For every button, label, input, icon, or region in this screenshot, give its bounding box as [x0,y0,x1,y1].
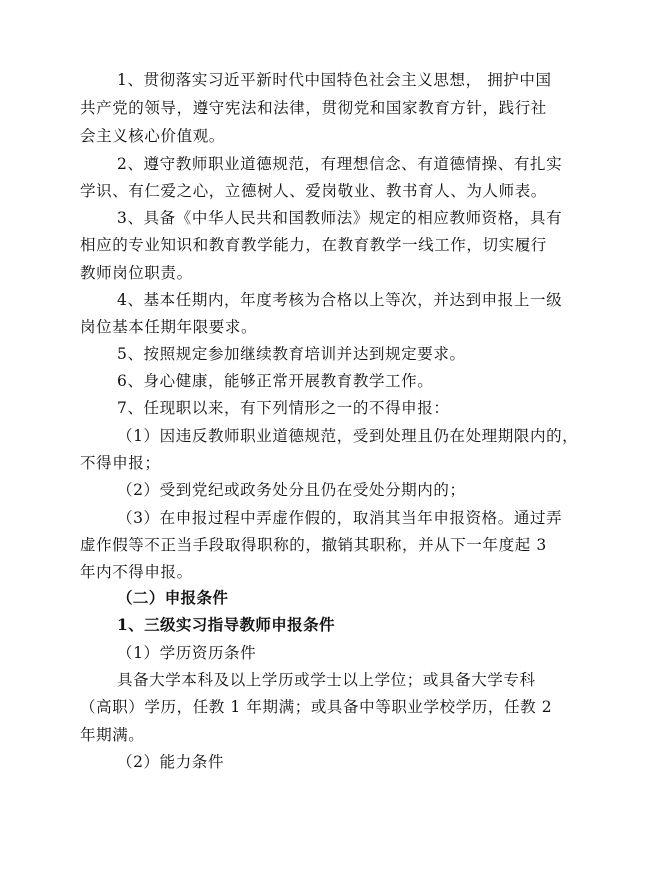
text-line: （1）因违反教师职业道德规范，受到处理且仍在处理期限内的， [117,427,579,445]
text-line: （1）学历资历条件 [117,644,257,662]
text-line: （3）在申报过程中弄虚作假的，取消其当年申报资格。通过弄 [117,509,563,527]
text-line: 教师岗位职责。 [80,264,193,282]
subsection-heading: 1、三级实习指导教师申报条件 [117,615,335,634]
section-heading: （二）申报条件 [117,588,229,607]
text-line: 不得申报； [80,454,161,472]
text-line: 1、贯彻落实习近平新时代中国特色社会主义思想， 拥护中国 [117,71,552,89]
text-line: 学识、有仁爱之心，立德树人、爱岗敬业、教书育人、为人师表。 [80,182,547,200]
text-line: （2）能力条件 [117,753,225,771]
text-line: 岗位基本任期年限要求。 [80,318,258,336]
text-line: （高职）学历，任教 1 年期满；或具备中等职业学校学历，任教 2 [80,698,553,716]
text-line: 2、遵守教师职业道德规范，有理想信念、有道德情操、有扎实 [117,155,563,173]
text-line: 5、按照规定参加继续教育培训并达到规定要求。 [117,345,466,363]
text-line: 3、具备《中华人民共和国教师法》规定的相应教师资格，具有 [117,209,563,227]
text-line: 相应的专业知识和教育教学能力，在教育教学一线工作，切实履行 [80,236,547,254]
text-line: 4、基本任期内，年度考核为合格以上等次，并达到申报上一级 [117,291,563,309]
text-line: （2）受到党纪或政务处分且仍在受处分期内的； [117,481,466,499]
text-line: 年内不得申报。 [80,563,193,581]
text-line: 7、任现职以来，有下列情形之一的不得申报： [117,399,450,417]
text-line: 6、身心健康，能够正常开展教育教学工作。 [117,372,434,390]
text-line: 共产党的领导，遵守宪法和法律，贯彻党和国家教育方针，践行社 [80,99,547,117]
text-line: 会主义核心价值观。 [80,127,225,145]
text-line: 虚作假等不正当手段取得职称的，撤销其职称，并从下一年度起 3 [80,536,547,554]
text-line: 具备大学本科及以上学历或学士以上学位；或具备大学专科 [117,671,536,689]
text-line: 年期满。 [80,726,145,744]
